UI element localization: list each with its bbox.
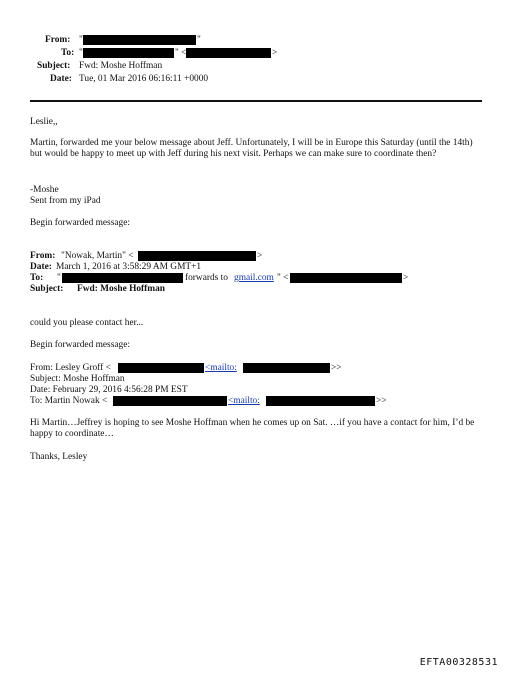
fwd1-from-value: "Nowak, Martin" < bbox=[61, 251, 134, 261]
fwd1-to-mid: forwards to bbox=[185, 273, 228, 283]
begin-forwarded-label-2: Begin forwarded message: bbox=[30, 340, 130, 350]
fwd1-to-end: > bbox=[403, 273, 409, 283]
lesley-message: Hi Martin…Jeffrey is hoping to see Moshe Hoffman when he comes up on Sat. …if you have a contact for him, I’d be happy to coordinate… bbox=[30, 418, 475, 439]
redaction-box bbox=[290, 273, 402, 283]
body-paragraph: Martin, forwarded me your below message about Jeff. Unfortunately, I will be in Europe this Saturday (until the 14th) but would be happy to meet up with Jeff during his next visit. Perhaps we can make sure to coordinate then? bbox=[30, 138, 473, 159]
redaction-box bbox=[118, 363, 204, 373]
from-quote-open: " bbox=[79, 35, 83, 45]
mailto-link-2[interactable]: <mailto: bbox=[228, 396, 260, 406]
fwd1-from-label: From: bbox=[30, 251, 56, 261]
mailto-link-1[interactable]: <mailto: bbox=[205, 363, 237, 373]
bates-number: EFTA00328531 bbox=[419, 657, 498, 668]
signature-device: Sent from my iPad bbox=[30, 196, 101, 206]
signature-name: -Moshe bbox=[30, 185, 59, 195]
to-mid: " < bbox=[175, 48, 187, 58]
contact-request-line: could you please contact her... bbox=[30, 318, 144, 328]
greeting: Leslie,, bbox=[30, 117, 58, 127]
fwd2-to: To: Martin Nowak < bbox=[30, 396, 108, 406]
redaction-box bbox=[83, 35, 196, 45]
redaction-box bbox=[83, 48, 174, 58]
begin-forwarded-label: Begin forwarded message: bbox=[30, 218, 130, 228]
fwd2-from-end: >> bbox=[331, 363, 342, 373]
redaction-box bbox=[186, 48, 271, 58]
date-label: Date: bbox=[50, 74, 72, 84]
date-value: Tue, 01 Mar 2016 06:16:11 +0000 bbox=[79, 74, 209, 84]
from-quote-close: " bbox=[197, 35, 201, 45]
subject-value: Fwd: Moshe Hoffman bbox=[79, 61, 163, 71]
fwd1-subject-value: Fwd: Moshe Hoffman bbox=[77, 284, 166, 294]
fwd1-date-value: March 1, 2016 at 3:58:29 AM GMT+1 bbox=[56, 262, 202, 272]
fwd1-to-quote: " bbox=[57, 273, 61, 283]
fwd1-date-label: Date: bbox=[30, 262, 52, 272]
fwd2-from: From: Lesley Groff < bbox=[30, 363, 111, 373]
redaction-box bbox=[113, 396, 227, 406]
header-divider bbox=[30, 100, 482, 102]
fwd2-date: Date: February 29, 2016 4:56:28 PM EST bbox=[30, 385, 188, 395]
to-quote-open: " bbox=[79, 48, 83, 58]
closing-signature: Thanks, Lesley bbox=[30, 452, 88, 462]
gmail-link[interactable]: gmail.com bbox=[234, 273, 274, 283]
fwd1-from-end: > bbox=[257, 251, 263, 261]
redaction-box bbox=[266, 396, 375, 406]
redaction-box bbox=[138, 251, 256, 261]
fwd2-subject: Subject: Moshe Hoffman bbox=[30, 374, 125, 384]
fwd1-subject-label: Subject: bbox=[30, 284, 64, 294]
fwd1-to-after: " < bbox=[277, 273, 289, 283]
from-label: From: bbox=[45, 35, 71, 45]
fwd1-to-label: To: bbox=[30, 273, 44, 283]
redaction-box bbox=[62, 273, 183, 283]
to-label: To: bbox=[61, 48, 75, 58]
to-end: > bbox=[272, 48, 278, 58]
redaction-box bbox=[243, 363, 330, 373]
subject-label: Subject: bbox=[37, 61, 71, 71]
fwd2-to-end: >> bbox=[376, 396, 387, 406]
